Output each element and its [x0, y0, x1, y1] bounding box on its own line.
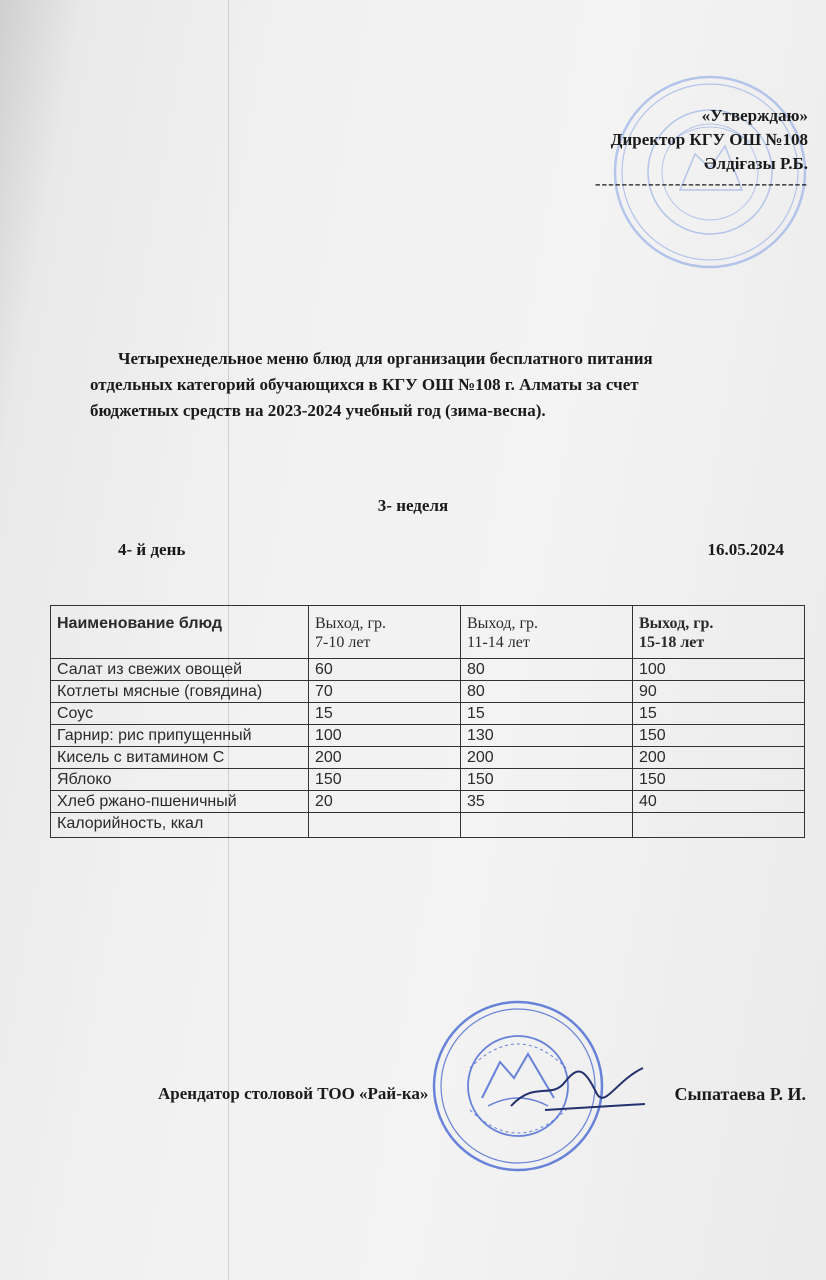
menu-date: 16.05.2024: [707, 540, 784, 559]
yield-15-18: 150: [633, 725, 805, 747]
approve-heading: «Утверждаю»: [701, 106, 808, 125]
yield-7-10: 15: [309, 703, 461, 725]
signature-line: --------------------------------: [594, 174, 808, 193]
dish-name: Соус: [51, 703, 309, 725]
calorie-11-14: [461, 813, 633, 838]
yield-15-18: 15: [633, 703, 805, 725]
menu-table: [50, 605, 805, 838]
table-row: [51, 703, 805, 725]
title-line-3: бюджетных средств на 2023-2024 учебный год (зима-весна).: [90, 401, 546, 420]
header-dish-name: [51, 606, 309, 659]
dish-name: Котлеты мясные (говядина): [51, 681, 309, 703]
director-position: Директор КГУ ОШ №108: [610, 130, 808, 149]
lessee-label: Арендатор столовой ТОО «Рай-ка»: [158, 1084, 429, 1103]
yield-15-18: 100: [633, 659, 805, 681]
title-line-1: Четырехнедельное меню блюд для организации бесплатного питания: [118, 349, 653, 368]
signature-scribble: [505, 1060, 655, 1120]
table-row: [51, 747, 805, 769]
yield-7-10: 60: [309, 659, 461, 681]
header-yield-label: Выход, гр.: [315, 615, 387, 632]
table-row: [51, 791, 805, 813]
yield-11-14: 35: [461, 791, 633, 813]
table-header-row: [51, 606, 805, 659]
calorie-row: [51, 813, 805, 838]
calorie-7-10: [309, 813, 461, 838]
dish-name: Хлеб ржано-пшеничный: [51, 791, 309, 813]
header-age-range: 15-18 лет: [639, 634, 705, 651]
yield-11-14: 80: [461, 659, 633, 681]
dish-name: Салат из свежих овощей: [51, 659, 309, 681]
yield-7-10: 200: [309, 747, 461, 769]
table-row: [51, 659, 805, 681]
calorie-15-18: [633, 813, 805, 838]
day-label: 4- й день: [118, 540, 186, 559]
yield-15-18: 150: [633, 769, 805, 791]
header-age-11-14: [461, 606, 633, 659]
table-row: [51, 769, 805, 791]
title-line-2: отдельных категорий обучающихся в КГУ ОШ №108 г. Алматы за счет: [90, 375, 639, 394]
yield-15-18: 200: [633, 747, 805, 769]
header-age-7-10: [309, 606, 461, 659]
table-row: [51, 725, 805, 747]
yield-11-14: 15: [461, 703, 633, 725]
yield-7-10: 150: [309, 769, 461, 791]
approval-block: [595, 104, 808, 196]
calorie-label: Калорийность, ккал: [51, 813, 309, 838]
header-dish-name-text: Наименование блюд: [57, 615, 223, 632]
header-age-range: 7-10 лет: [315, 634, 371, 651]
yield-11-14: 80: [461, 681, 633, 703]
document-title: [90, 346, 802, 424]
yield-7-10: 100: [309, 725, 461, 747]
yield-7-10: 70: [309, 681, 461, 703]
yield-15-18: 40: [633, 791, 805, 813]
yield-15-18: 90: [633, 681, 805, 703]
header-age-15-18: [633, 606, 805, 659]
dish-name: Кисель с витамином С: [51, 747, 309, 769]
dish-name: Яблоко: [51, 769, 309, 791]
dish-name: Гарнир: рис припущенный: [51, 725, 309, 747]
yield-11-14: 150: [461, 769, 633, 791]
yield-7-10: 20: [309, 791, 461, 813]
header-yield-label: Выход, гр.: [639, 615, 714, 632]
week-label: 3- неделя: [377, 496, 449, 515]
director-name: Әлдіғазы Р.Б.: [704, 154, 808, 173]
signer-name: Сыпатаева Р. И.: [674, 1084, 806, 1104]
header-yield-label: Выход, гр.: [467, 615, 539, 632]
header-age-range: 11-14 лет: [467, 634, 530, 651]
yield-11-14: 130: [461, 725, 633, 747]
yield-11-14: 200: [461, 747, 633, 769]
table-row: [51, 681, 805, 703]
